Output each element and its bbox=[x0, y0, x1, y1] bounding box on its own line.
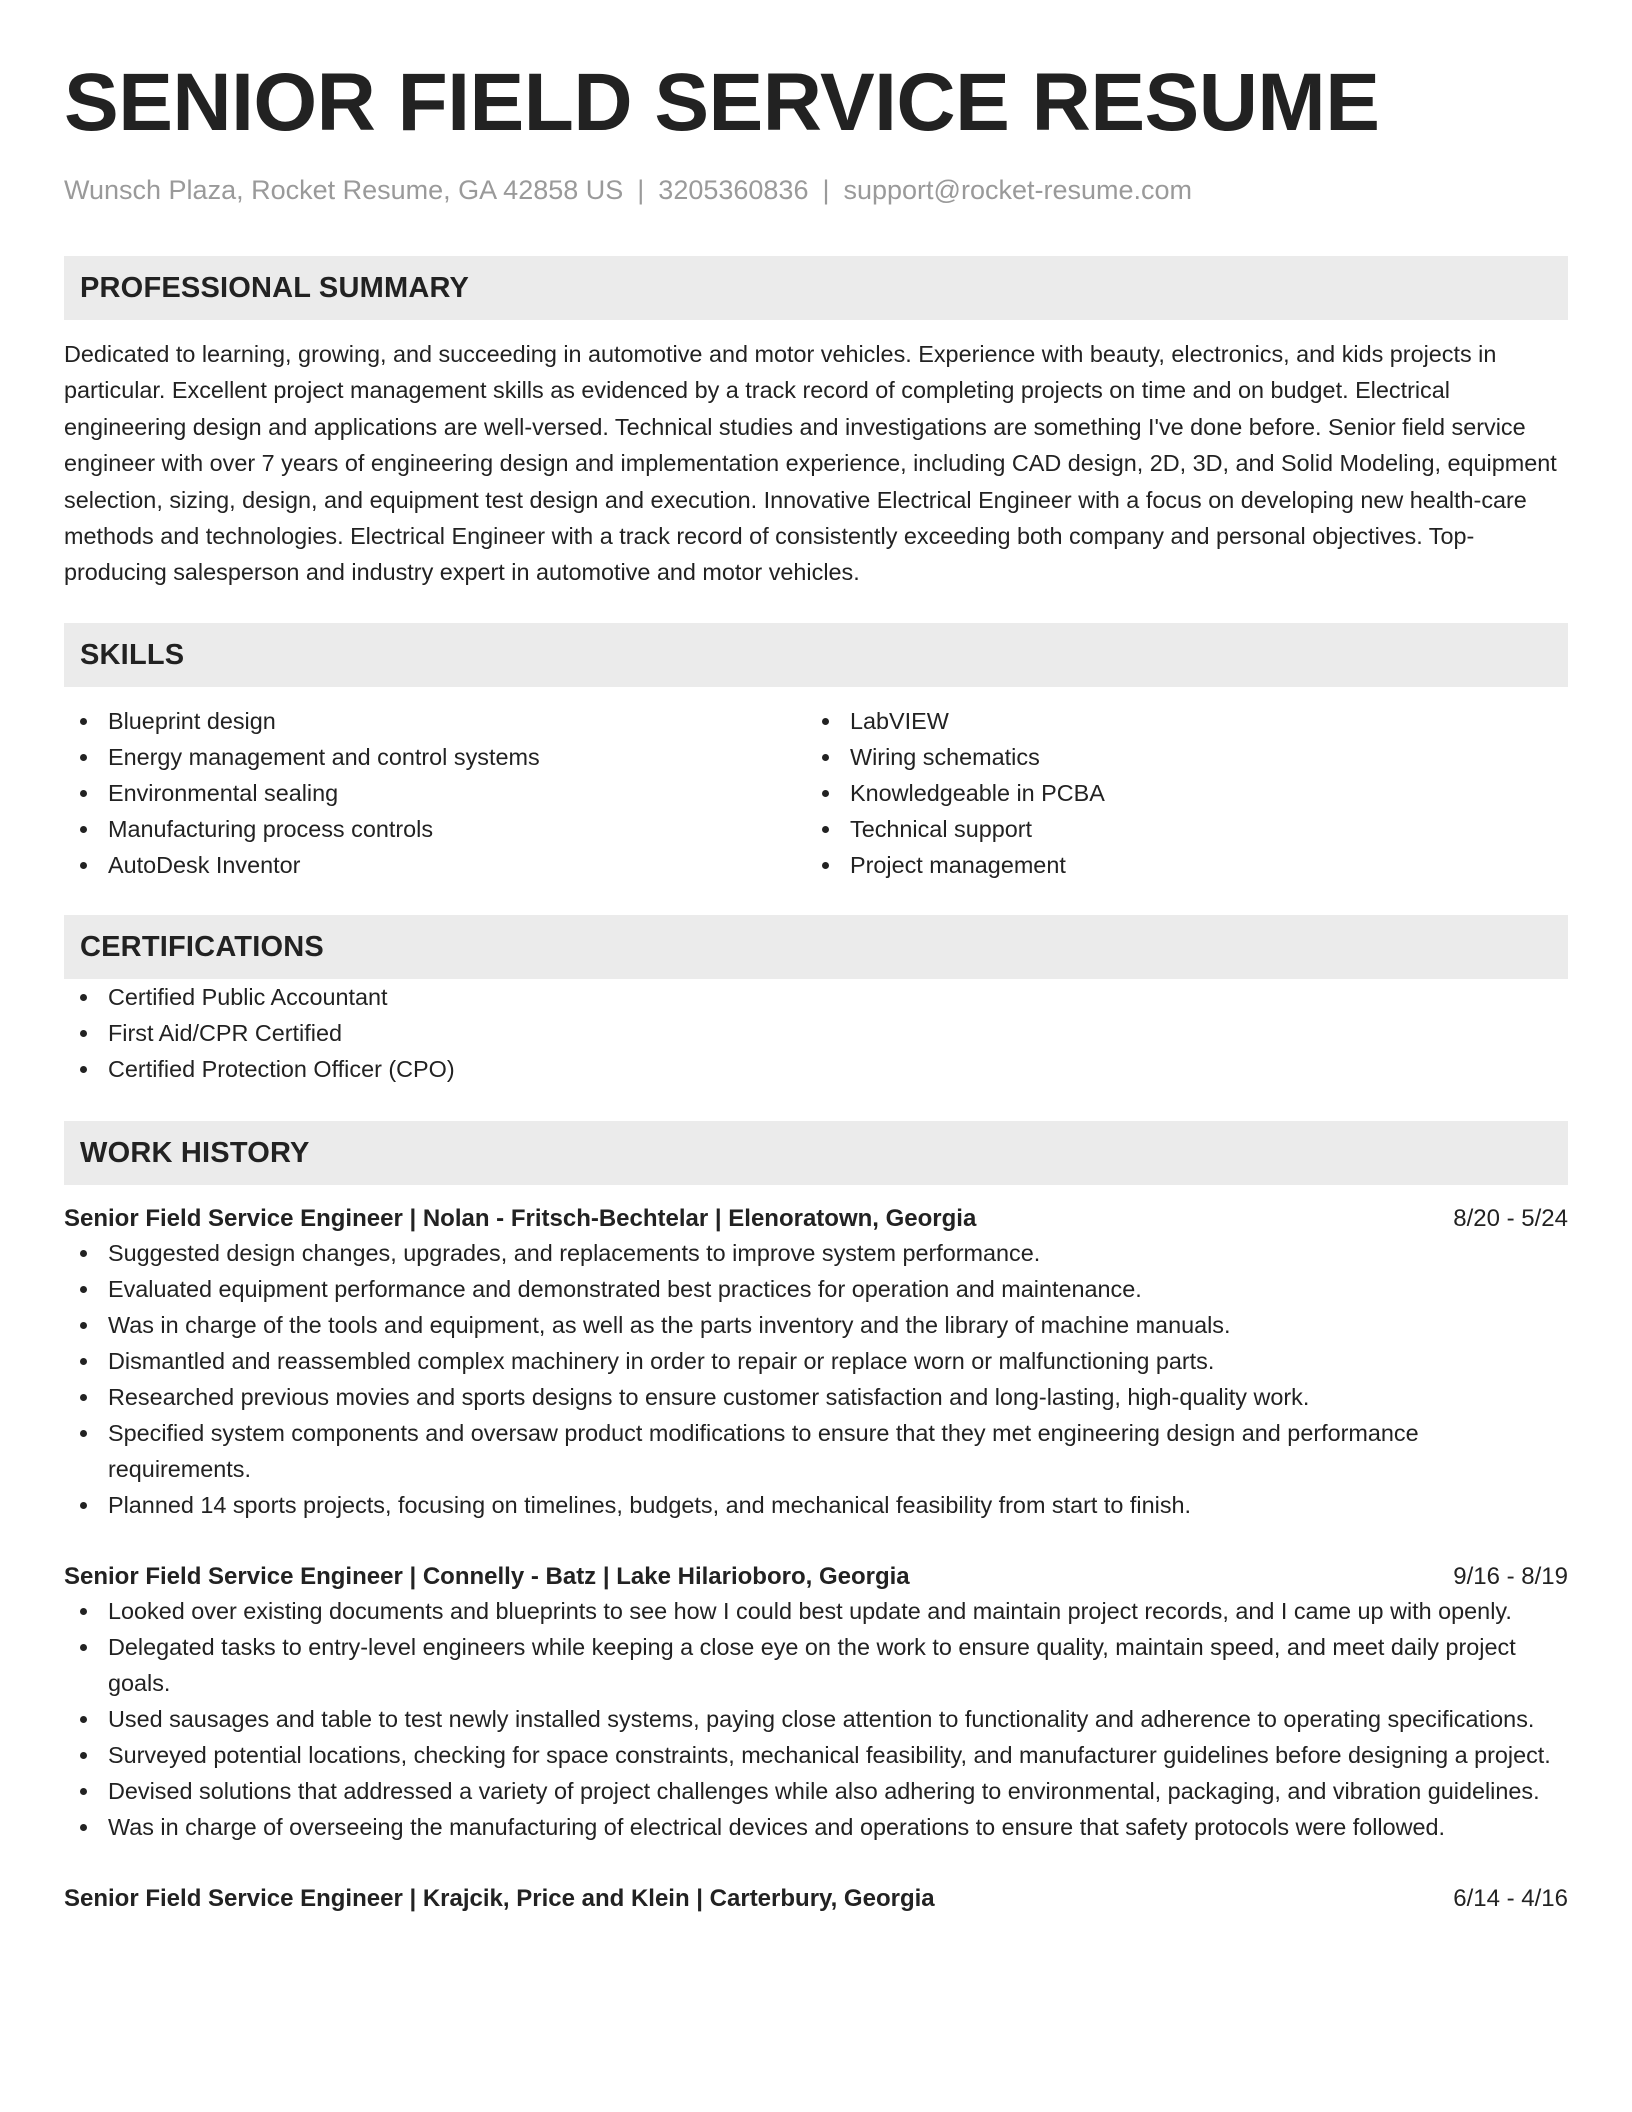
job-bullet: Suggested design changes, upgrades, and replacements to improve system performance. bbox=[64, 1235, 1568, 1271]
job-title: Senior Field Service Engineer | Krajcik, Price and Klein | Carterbury, Georgia bbox=[64, 1884, 935, 1912]
job-bullet: Delegated tasks to entry-level engineers while keeping a close eye on the work to ensure quality, maintain speed, and meet daily project goals. bbox=[64, 1629, 1568, 1701]
job-dates: 8/20 - 5/24 bbox=[1453, 1204, 1568, 1232]
job-bullet: Looked over existing documents and blueprints to see how I could best update and maintain project records, and I came up with openly. bbox=[64, 1593, 1568, 1629]
job-bullet: Researched previous movies and sports designs to ensure customer satisfaction and long-lasting, high-quality work. bbox=[64, 1379, 1568, 1415]
skill-item: Environmental sealing bbox=[64, 775, 806, 811]
job-dates: 9/16 - 8/19 bbox=[1453, 1562, 1568, 1590]
job-header bbox=[64, 1561, 1568, 1593]
skill-item: Energy management and control systems bbox=[64, 739, 806, 775]
skill-item: Knowledgeable in PCBA bbox=[806, 775, 1548, 811]
skill-item: Wiring schematics bbox=[806, 739, 1548, 775]
section-header-summary: PROFESSIONAL SUMMARY bbox=[64, 256, 1568, 320]
job-bullet: Planned 14 sports projects, focusing on timelines, budgets, and mechanical feasibility from start to finish. bbox=[64, 1487, 1568, 1523]
skills-column-left bbox=[64, 703, 806, 883]
certifications-list bbox=[64, 979, 1568, 1087]
job-bullets bbox=[64, 1593, 1568, 1845]
contact-address: Wunsch Plaza, Rocket Resume, GA 42858 US bbox=[64, 175, 624, 205]
certification-item: Certified Protection Officer (CPO) bbox=[64, 1051, 1568, 1087]
skills-columns bbox=[64, 703, 1568, 883]
section-header-skills: SKILLS bbox=[64, 623, 1568, 687]
job-bullet: Specified system components and oversaw product modifications to ensure that they met engineering design and performance requirements. bbox=[64, 1415, 1568, 1487]
skills-column-right bbox=[806, 703, 1548, 883]
certification-item: Certified Public Accountant bbox=[64, 979, 1568, 1015]
certification-item: First Aid/CPR Certified bbox=[64, 1015, 1568, 1051]
job-bullets bbox=[64, 1235, 1568, 1523]
resume-title: SENIOR FIELD SERVICE RESUME bbox=[64, 57, 1380, 148]
job-bullet: Dismantled and reassembled complex machinery in order to repair or replace worn or malfunctioning parts. bbox=[64, 1343, 1568, 1379]
skill-item: Blueprint design bbox=[64, 703, 806, 739]
section-header-certifications: CERTIFICATIONS bbox=[64, 915, 1568, 979]
job-title: Senior Field Service Engineer | Nolan - Fritsch-Bechtelar | Elenoratown, Georgia bbox=[64, 1204, 977, 1232]
job-bullet: Was in charge of the tools and equipment, as well as the parts inventory and the library of machine manuals. bbox=[64, 1307, 1568, 1343]
skill-item: AutoDesk Inventor bbox=[64, 847, 806, 883]
job-bullet: Devised solutions that addressed a variety of project challenges while also adhering to environmental, packaging, and vibration guidelines. bbox=[64, 1773, 1568, 1809]
section-header-work-history: WORK HISTORY bbox=[64, 1121, 1568, 1185]
job-header bbox=[64, 1883, 1568, 1915]
contact-phone: 3205360836 bbox=[658, 175, 809, 205]
contact-email: support@rocket-resume.com bbox=[843, 175, 1193, 205]
skill-item: Project management bbox=[806, 847, 1548, 883]
skill-item: Technical support bbox=[806, 811, 1548, 847]
job-bullet: Evaluated equipment performance and demonstrated best practices for operation and maintenance. bbox=[64, 1271, 1568, 1307]
skills-list-left bbox=[64, 703, 806, 883]
resume-page bbox=[64, 56, 1568, 1915]
skill-item: Manufacturing process controls bbox=[64, 811, 806, 847]
job-dates: 6/14 - 4/16 bbox=[1453, 1884, 1568, 1912]
job-bullet: Was in charge of overseeing the manufacturing of electrical devices and operations to ensure that safety protocols were followed. bbox=[64, 1809, 1568, 1845]
job-bullet: Used sausages and table to test newly installed systems, paying close attention to functionality and adherence to operating specifications. bbox=[64, 1701, 1568, 1737]
contact-line bbox=[64, 174, 1568, 206]
skills-list-right bbox=[806, 703, 1548, 883]
job-bullet: Surveyed potential locations, checking for space constraints, mechanical feasibility, and manufacturer guidelines before designing a project. bbox=[64, 1737, 1568, 1773]
skill-item: LabVIEW bbox=[806, 703, 1548, 739]
contact-separator: | bbox=[637, 175, 645, 205]
job-header bbox=[64, 1203, 1568, 1235]
job-title: Senior Field Service Engineer | Connelly - Batz | Lake Hilarioboro, Georgia bbox=[64, 1562, 910, 1590]
contact-separator: | bbox=[822, 175, 830, 205]
summary-text: Dedicated to learning, growing, and succeeding in automotive and motor vehicles. Experience with beauty, electronics, and kids projects in particular. Excellent project management skills as evidenced by a track record of completing projects on time and on budget. Electrical engineering design and applications are well-versed. Technical studies and investigations are something I've done before. Senior field service engineer with over 7 years of engineering design and implementation experience, including CAD design, 2D, 3D, and Solid Modeling, equipment selection, sizing, design, and equipment test design and execution. Innovative Electrical Engineer with a focus on developing new health-care methods and technologies. Electrical Engineer with a track record of consistently exceeding both company and personal objectives. Top-producing salesperson and industry expert in automotive and motor vehicles. bbox=[64, 341, 1557, 586]
